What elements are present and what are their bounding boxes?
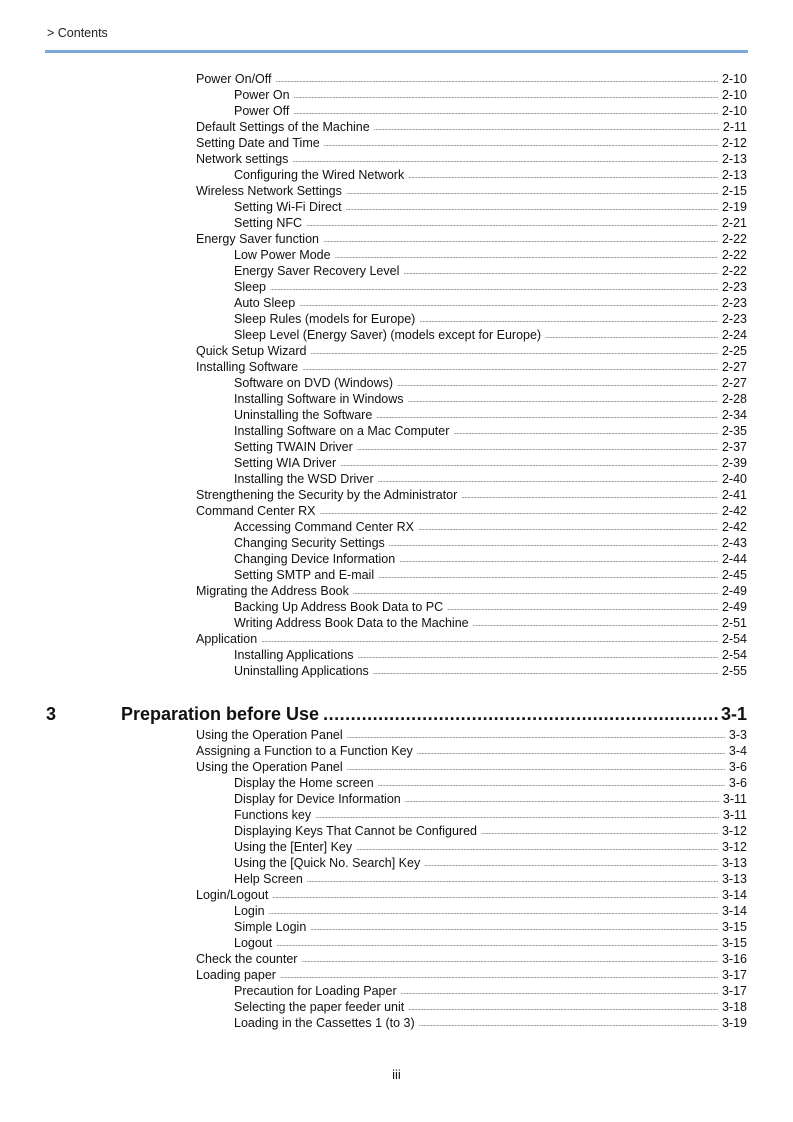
toc-entry[interactable]	[234, 1015, 747, 1031]
toc-entry[interactable]	[196, 759, 747, 775]
toc-entry-page: 2-55	[721, 664, 747, 678]
toc-entry-title: Using the [Quick No. Search] Key	[234, 856, 421, 870]
chapter-title: Preparation before Use	[121, 704, 320, 724]
toc-entry-title: Wireless Network Settings	[196, 184, 342, 198]
toc-entry-title: Login	[234, 904, 265, 918]
toc-entry-title: Login/Logout	[196, 888, 269, 902]
toc-entry-title: Migrating the Address Book	[196, 584, 349, 598]
toc-entry-title: Loading in the Cassettes 1 (to 3)	[234, 1016, 415, 1030]
toc-entry[interactable]	[234, 567, 747, 583]
toc-entry[interactable]	[234, 823, 747, 839]
toc-entry[interactable]	[234, 599, 747, 615]
toc-entry-page: 3-6	[728, 776, 747, 790]
toc-entry[interactable]	[234, 903, 747, 919]
toc-entry[interactable]	[196, 231, 747, 247]
toc-entry[interactable]	[234, 807, 747, 823]
toc-entry-page: 2-10	[721, 88, 747, 102]
toc-entry-title: Using the Operation Panel	[196, 760, 343, 774]
toc-entry-title: Help Screen	[234, 872, 303, 886]
toc-entry-page: 2-41	[721, 488, 747, 502]
toc-entry[interactable]	[234, 551, 747, 567]
toc-entry-page: 2-22	[721, 248, 747, 262]
toc-entry-title: Displaying Keys That Cannot be Configured	[234, 824, 477, 838]
toc-entry[interactable]	[234, 439, 747, 455]
toc-entry-title: Power On	[234, 88, 290, 102]
toc-entry[interactable]	[234, 167, 747, 183]
toc-entry-title: Setting WIA Driver	[234, 456, 337, 470]
toc-entry-page: 3-16	[721, 952, 747, 966]
toc-entry[interactable]	[234, 855, 747, 871]
toc-entry-title: Installing Software in Windows	[234, 392, 404, 406]
toc-entry[interactable]	[234, 615, 747, 631]
chapter-leader-dots	[323, 704, 719, 725]
toc-entry-page: 2-42	[721, 520, 747, 534]
toc-entry-title: Check the counter	[196, 952, 298, 966]
toc-entry[interactable]	[234, 775, 747, 791]
toc-entry-page: 3-6	[728, 760, 747, 774]
toc-entry[interactable]	[234, 999, 747, 1015]
toc-entry-title: Sleep Level (Energy Saver) (models except for Europe)	[234, 328, 542, 342]
toc-entry-page: 2-49	[721, 600, 747, 614]
toc-entry-title: Sleep Rules (models for Europe)	[234, 312, 416, 326]
toc-entry-title: Configuring the Wired Network	[234, 168, 405, 182]
toc-entry-title: Installing Software	[196, 360, 299, 374]
toc-entry[interactable]	[234, 663, 747, 679]
toc-entry-title: Changing Security Settings	[234, 536, 385, 550]
toc-entry-title: Network settings	[196, 152, 289, 166]
toc-entry-page: 3-4	[728, 744, 747, 758]
toc-entry[interactable]	[196, 743, 747, 759]
toc-entry[interactable]	[234, 199, 747, 215]
toc-entry[interactable]	[196, 487, 747, 503]
toc-entry-title: Using the [Enter] Key	[234, 840, 353, 854]
toc-entry[interactable]	[196, 151, 747, 167]
toc-entry-page: 3-17	[721, 968, 747, 982]
leader-dots	[373, 663, 718, 682]
toc-entry[interactable]	[234, 263, 747, 279]
toc-entry-title: Software on DVD (Windows)	[234, 376, 394, 390]
toc-entry-page: 3-15	[721, 920, 747, 934]
toc-entry-title: Auto Sleep	[234, 296, 296, 310]
toc-entry-title: Logout	[234, 936, 273, 950]
toc-entry-title: Writing Address Book Data to the Machine	[234, 616, 469, 630]
toc-entry-page: 3-14	[721, 888, 747, 902]
toc-entry[interactable]	[196, 119, 747, 135]
chapter-page: 3-1	[720, 704, 747, 724]
breadcrumb[interactable]: > Contents	[47, 26, 108, 40]
toc-entry[interactable]	[234, 455, 747, 471]
toc-entry[interactable]	[196, 967, 747, 983]
toc-entry-title: Uninstalling the Software	[234, 408, 373, 422]
toc-entry-title: Quick Setup Wizard	[196, 344, 307, 358]
toc-entry[interactable]	[234, 647, 747, 663]
toc-entry-title: Installing Software on a Mac Computer	[234, 424, 450, 438]
toc-entry-title: Low Power Mode	[234, 248, 331, 262]
toc-entry-page: 2-44	[721, 552, 747, 566]
toc-entry[interactable]	[234, 103, 747, 119]
toc-entry-page: 2-42	[721, 504, 747, 518]
toc-entry[interactable]	[234, 935, 747, 951]
toc-entry-page: 2-22	[721, 232, 747, 246]
toc-entry[interactable]	[234, 247, 747, 263]
toc-entry-title: Simple Login	[234, 920, 307, 934]
toc-entry[interactable]	[196, 343, 747, 359]
toc-entry-page: 2-35	[721, 424, 747, 438]
chapter-line	[121, 704, 747, 725]
toc-entry[interactable]	[234, 791, 747, 807]
toc-entry[interactable]	[196, 71, 747, 87]
toc-entry-page: 2-54	[721, 632, 747, 646]
toc-entry-title: Energy Saver Recovery Level	[234, 264, 400, 278]
toc-entry-page: 3-13	[721, 872, 747, 886]
toc-entry-title: Installing Applications	[234, 648, 354, 662]
toc-entry[interactable]	[234, 295, 747, 311]
toc-entry[interactable]	[234, 87, 747, 103]
toc-entry-title: Power Off	[234, 104, 290, 118]
toc-entry-title: Installing the WSD Driver	[234, 472, 374, 486]
toc-entry-title: Uninstalling Applications	[234, 664, 369, 678]
toc-entry-page: 3-14	[721, 904, 747, 918]
toc-entry[interactable]	[234, 311, 747, 327]
toc-entry-title: Precaution for Loading Paper	[234, 984, 397, 998]
toc-entry-page: 2-49	[721, 584, 747, 598]
toc-entry-page: 2-40	[721, 472, 747, 486]
toc-entry[interactable]	[234, 871, 747, 887]
toc-entry[interactable]	[196, 135, 747, 151]
leader-dots	[419, 1015, 718, 1034]
toc-entry-page: 2-28	[721, 392, 747, 406]
chapter-heading[interactable]	[0, 704, 793, 726]
toc-entry-page: 2-27	[721, 360, 747, 374]
toc-entry[interactable]	[234, 535, 747, 551]
toc-entry-page: 2-19	[721, 200, 747, 214]
toc-entry-page: 2-10	[721, 104, 747, 118]
toc-entry-title: Sleep	[234, 280, 266, 294]
toc-entry-page: 3-3	[728, 728, 747, 742]
toc-entry[interactable]	[196, 583, 747, 599]
toc-entry[interactable]	[234, 279, 747, 295]
toc-entry-title: Setting Date and Time	[196, 136, 320, 150]
toc-entry[interactable]	[196, 951, 747, 967]
toc-entry-title: Command Center RX	[196, 504, 316, 518]
toc-entry[interactable]	[234, 407, 747, 423]
toc-entry-page: 2-54	[721, 648, 747, 662]
toc-entry[interactable]	[196, 359, 747, 375]
toc-entry-page: 2-15	[721, 184, 747, 198]
toc-entry[interactable]	[196, 631, 747, 647]
toc-entry-page: 2-11	[722, 120, 747, 134]
chapter-number: 3	[46, 704, 57, 724]
toc-entry-title: Setting TWAIN Driver	[234, 440, 353, 454]
toc-entry[interactable]	[234, 327, 747, 343]
toc-entry-page: 2-21	[721, 216, 747, 230]
toc-entry[interactable]	[196, 183, 747, 199]
toc-entry-page: 3-12	[721, 824, 747, 838]
toc-entry-title: Functions key	[234, 808, 312, 822]
footer-page-number: iii	[392, 1067, 401, 1082]
toc-entry-title: Setting Wi-Fi Direct	[234, 200, 342, 214]
toc-entry-page: 2-23	[721, 296, 747, 310]
toc-entry-page: 2-34	[721, 408, 747, 422]
toc-entry-title: Setting NFC	[234, 216, 303, 230]
toc-entry-title: Backing Up Address Book Data to PC	[234, 600, 444, 614]
toc-entry-title: Strengthening the Security by the Administrator	[196, 488, 458, 502]
toc-entry-page: 3-11	[722, 808, 747, 822]
toc-entry-page: 2-23	[721, 280, 747, 294]
toc-entry[interactable]	[234, 215, 747, 231]
toc-entry-page: 2-27	[721, 376, 747, 390]
toc-entry[interactable]	[234, 919, 747, 935]
toc-entry-title: Setting SMTP and E-mail	[234, 568, 375, 582]
toc-entry-title: Loading paper	[196, 968, 276, 982]
toc-entry[interactable]	[234, 391, 747, 407]
toc-entry[interactable]	[196, 503, 747, 519]
toc-entry-page: 2-39	[721, 456, 747, 470]
toc-entry-title: Assigning a Function to a Function Key	[196, 744, 413, 758]
toc-entry[interactable]	[234, 471, 747, 487]
toc-entry-page: 2-24	[721, 328, 747, 342]
toc-entry-page: 3-12	[721, 840, 747, 854]
toc-entry-title: Changing Device Information	[234, 552, 396, 566]
toc-entry-title: Display for Device Information	[234, 792, 401, 806]
toc-entry[interactable]	[234, 423, 747, 439]
toc-entry-page: 2-12	[721, 136, 747, 150]
toc-entry-page: 3-11	[722, 792, 747, 806]
header-rule	[45, 50, 748, 53]
toc-entry-page: 2-13	[721, 152, 747, 166]
toc-entry-title: Using the Operation Panel	[196, 728, 343, 742]
toc-entry-title: Selecting the paper feeder unit	[234, 1000, 405, 1014]
toc-entry-page: 2-25	[721, 344, 747, 358]
toc-entry-title: Default Settings of the Machine	[196, 120, 370, 134]
toc-entry-page: 3-18	[721, 1000, 747, 1014]
toc-entry-page: 2-10	[721, 72, 747, 86]
toc-entry-title: Power On/Off	[196, 72, 272, 86]
toc-entry-page: 3-15	[721, 936, 747, 950]
toc-entry[interactable]	[234, 983, 747, 999]
toc-entry[interactable]	[234, 375, 747, 391]
toc-entry-page: 2-45	[721, 568, 747, 582]
toc-entry-page: 2-22	[721, 264, 747, 278]
toc-entry-page: 3-13	[721, 856, 747, 870]
toc-entry-title: Display the Home screen	[234, 776, 374, 790]
toc-entry-page: 3-19	[721, 1016, 747, 1030]
toc-entry-title: Energy Saver function	[196, 232, 319, 246]
toc-entry-page: 2-43	[721, 536, 747, 550]
toc-entry-page: 2-37	[721, 440, 747, 454]
toc-entry-title: Application	[196, 632, 258, 646]
toc-entry-page: 2-51	[721, 616, 747, 630]
toc-entry-page: 3-17	[721, 984, 747, 998]
toc-entry[interactable]	[234, 839, 747, 855]
toc-entry-page: 2-23	[721, 312, 747, 326]
toc-entry-title: Accessing Command Center RX	[234, 520, 414, 534]
toc-entry-page: 2-13	[721, 168, 747, 182]
toc-entry[interactable]	[196, 727, 747, 743]
toc-entry[interactable]	[234, 519, 747, 535]
toc-entry[interactable]	[196, 887, 747, 903]
